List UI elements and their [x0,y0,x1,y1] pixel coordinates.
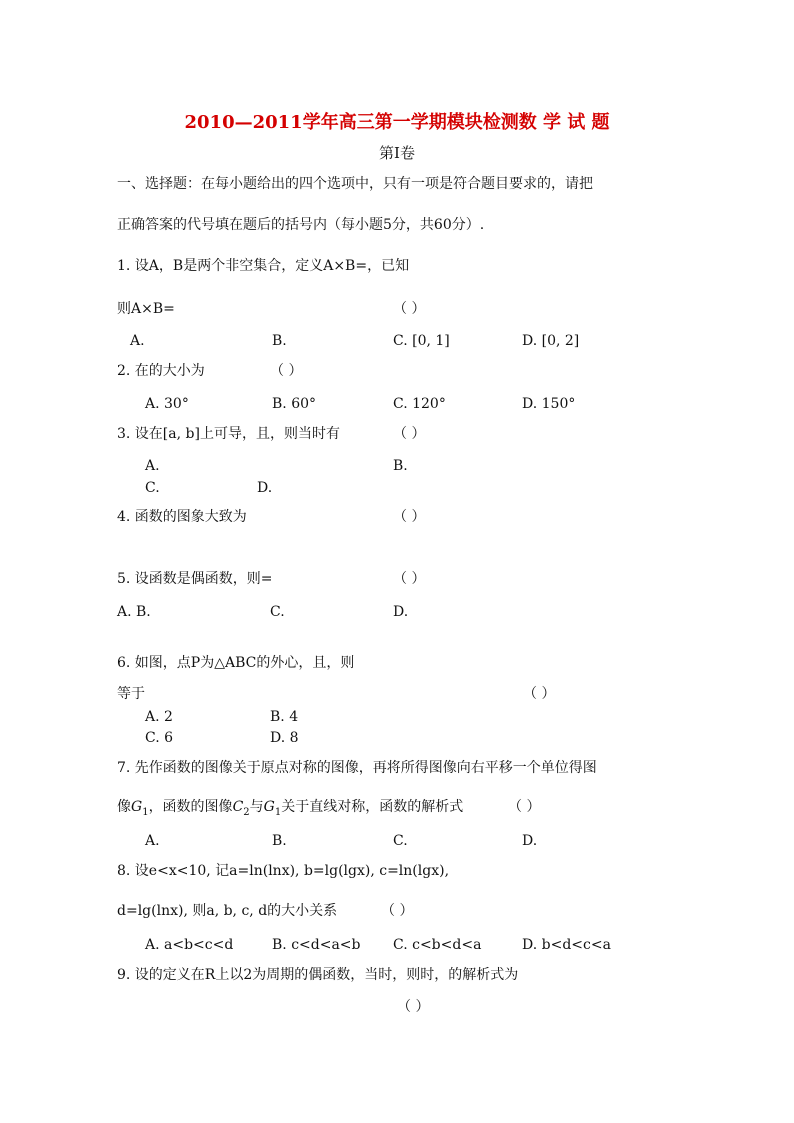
q7-option-b: B. [272,833,287,849]
q8-option-c: C. c<b<d<a [393,937,482,953]
q7-option-c: C. [393,833,408,849]
q3-stem: 3. 设在[a, b]上可导，且，则当时有 [117,426,340,442]
q6-stem-2: 等于 [117,686,145,702]
q7-g1b-symbol: G [263,799,275,815]
q4-stem: 4. 函数的图象大致为 [117,509,247,525]
q3-option-d: D. [257,480,273,496]
q7-stem: 7. 先作函数的图像关于原点对称的图像，再将所得图像向右平移一个单位得图 [117,760,597,776]
q8-stem: 8. 设e<x<10, 记a=ln(lnx), b=lg(lgx), c=ln(lgx), [117,863,450,879]
q5-option-c: C. [270,604,285,620]
section-instructions-line2: 正确答案的代号填在题后的括号内（每小题5分，共60分）. [117,217,485,233]
q8-answer-bracket: （ ） [381,903,414,919]
q7-option-a: A. [145,833,160,849]
q6-option-b: B. 4 [270,709,299,725]
q7-g1b-subscript: 1 [274,806,282,818]
q6-option-c: C. 6 [145,730,174,746]
q6-option-a: A. 2 [145,709,173,725]
exam-title: 2010—2011学年高三第一学期模块检测数 学 试 题 [184,112,610,133]
q3-option-c: C. [145,480,160,496]
q2-option-b: B. 60° [272,396,317,412]
q6-stem: 6. 如图，点P为△ABC的外心，且，则 [117,655,355,671]
q1-stem: 1. 设A，B是两个非空集合，定义A×B=，已知 [117,258,410,274]
q2-stem: 2. 在的大小为 [117,363,205,379]
q7-answer-bracket: （ ） [508,799,541,815]
q7-stem-2 [117,800,463,818]
q1-answer-bracket: （ ） [393,301,426,317]
q9-answer-bracket: （ ） [397,999,430,1015]
q6-option-d: D. 8 [270,730,299,746]
q2-answer-bracket: （ ） [270,363,303,379]
q3-option-a: A. [145,458,160,474]
q2-option-d: D. 150° [522,396,576,412]
q2-option-c: C. 120° [393,396,446,412]
q1-option-b: B. [272,333,287,349]
q7-g1-subscript: 1 [142,806,149,818]
q4-answer-bracket: （ ） [393,509,426,525]
q5-answer-bracket: （ ） [393,571,426,587]
q7-c2-symbol: C [232,799,244,815]
q7-c2-subscript: 2 [243,806,250,818]
q6-answer-bracket: （ ） [523,686,556,702]
q5-option-d: D. [393,604,409,620]
q9-stem: 9. 设的定义在R上以2为周期的偶函数，当时，则时，的解析式为 [117,967,519,983]
q8-stem-2: d=lg(lnx), 则a, b, c, d的大小关系 [117,903,338,919]
q7-text-mid2: 与 [249,799,264,815]
q7-g1-symbol: G [131,799,143,815]
q3-answer-bracket: （ ） [393,426,426,442]
q8-option-b: B. c<d<a<b [272,937,361,953]
q1-option-c: C. [0, 1] [393,333,450,349]
part-heading: 第Ⅰ卷 [379,144,415,162]
q7-text-post: 关于直线对称，函数的解析式 [281,799,464,815]
q1-option-d: D. [0, 2] [522,333,580,349]
q7-text-pre: 像 [117,799,131,815]
q1-option-a: A. [130,333,145,349]
q7-text-mid1: ，函数的图像 [148,799,233,815]
q1-stem-2: 则A×B= [117,301,175,317]
q5-option-a-b: A. B. [117,604,151,620]
q8-option-a: A. a<b<c<d [145,937,234,953]
q3-option-b: B. [393,458,408,474]
q5-stem: 5. 设函数是偶函数，则= [117,571,273,587]
q7-option-d: D. [522,833,538,849]
q8-option-d: D. b<d<c<a [522,937,611,953]
q2-option-a: A. 30° [145,396,189,412]
section-instructions-line1: 一、选择题：在每小题给出的四个选项中，只有一项是符合题目要求的，请把 [117,176,593,192]
